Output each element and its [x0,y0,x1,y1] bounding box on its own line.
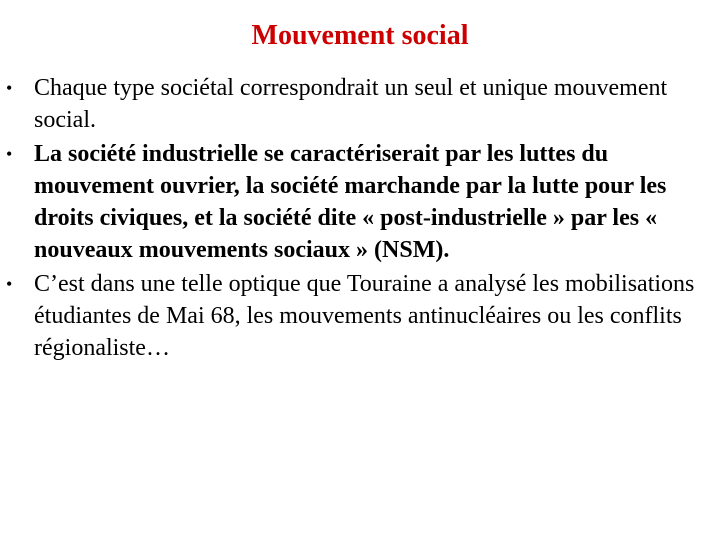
bullet-text-3: C’est dans une telle optique que Touraine a analysé les mobilisations étudiantes de Mai 68, les mouvements antinucléaires ou les conflits régionaliste… [34,271,695,361]
bullet-text-1: Chaque type sociétal correspondrait un seul et unique mouvement social. [34,75,668,133]
bullet-item-1 [6,72,706,136]
bullet-item-2 [6,138,706,266]
slide-title: Mouvement social [251,20,469,51]
bullet-item-3 [6,268,706,364]
bullet-text-2: La société industrielle se caractériserait par les luttes du mouvement ouvrier, la société marchande par la lutte pour les droits civiques, et la société dite « post-industrielle » par les « nouveaux mouvements sociaux » (NSM). [34,141,667,263]
bullet-list [6,72,706,366]
bullet-marker-icon: • [6,274,13,294]
bullet-marker-icon: • [6,78,13,98]
bullet-marker-icon: • [6,144,13,164]
